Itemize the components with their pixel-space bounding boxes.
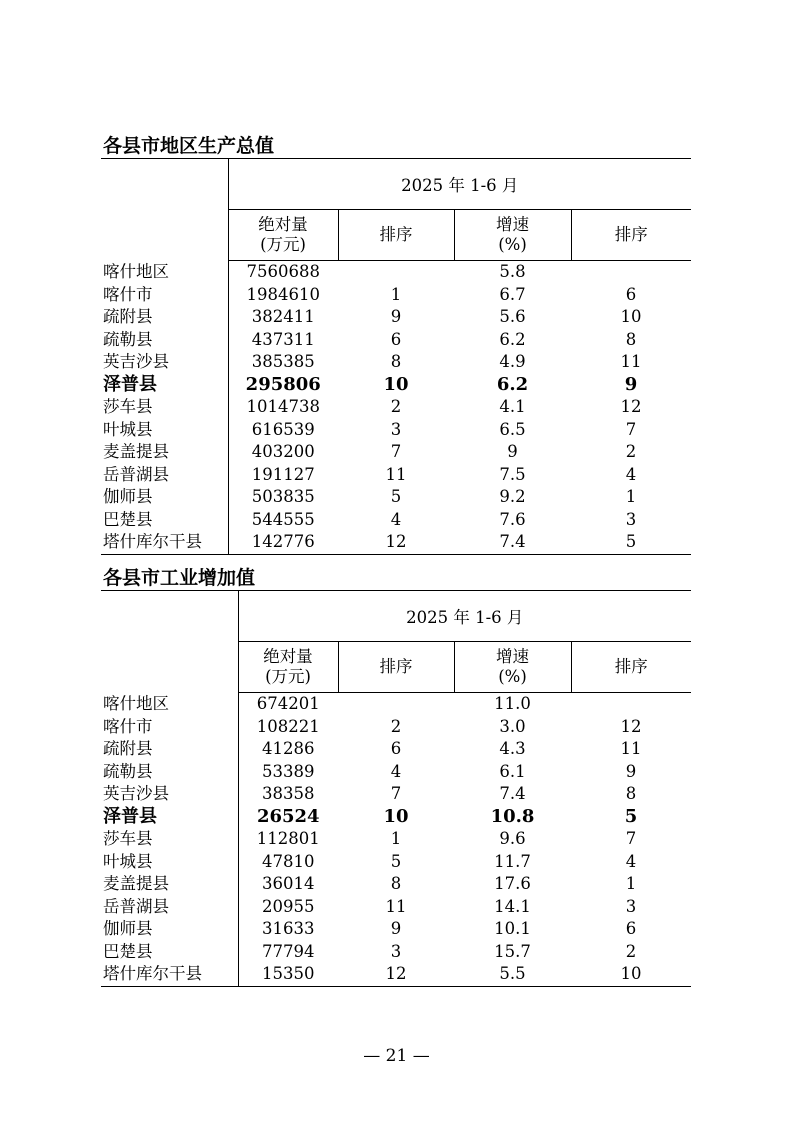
gdp-abs-header-line1: 绝对量 bbox=[258, 215, 308, 234]
cell-value: 1984610 bbox=[228, 284, 338, 307]
cell-name: 巴楚县 bbox=[103, 941, 153, 961]
cell-value: 7560688 bbox=[228, 261, 338, 284]
cell-growth: 11.0 bbox=[494, 694, 531, 714]
cell-growth: 7.6 bbox=[499, 509, 526, 529]
cell-rank: 12 bbox=[338, 963, 454, 986]
industry-period-header: 2025 年 1-6 月 bbox=[238, 591, 691, 642]
cell-growth-rank bbox=[571, 693, 691, 716]
cell-value: 47810 bbox=[238, 851, 338, 874]
cell-name: 英吉沙县 bbox=[103, 352, 169, 372]
table-row bbox=[101, 963, 691, 986]
cell-name: 喀什地区 bbox=[103, 694, 169, 713]
cell-value: 1014738 bbox=[228, 396, 338, 419]
table-row bbox=[101, 941, 691, 964]
gdp-growth-header bbox=[454, 210, 571, 261]
cell-rank: 8 bbox=[390, 874, 402, 894]
cell-growth: 15.7 bbox=[494, 941, 531, 961]
cell-rank: 10 bbox=[383, 805, 409, 827]
industry-growth-header bbox=[454, 642, 571, 693]
cell-growth: 14.1 bbox=[494, 896, 531, 916]
cell-rank: 2 bbox=[390, 397, 402, 417]
table-row bbox=[101, 783, 691, 806]
cell-name: 疏勒县 bbox=[103, 761, 153, 781]
industry-subheader-row bbox=[101, 642, 691, 693]
gdp-abs-header bbox=[228, 210, 338, 261]
cell-growth: 7.4 bbox=[499, 784, 526, 804]
cell-growth-rank: 1 bbox=[625, 874, 637, 894]
cell-value: 20955 bbox=[238, 896, 338, 919]
cell-name: 岳普湖县 bbox=[103, 464, 169, 484]
cell-growth: 3.0 bbox=[499, 716, 526, 736]
gdp-header-row bbox=[101, 159, 691, 210]
gdp-abs-header-line2: (万元) bbox=[260, 235, 306, 254]
cell-growth-rank: 5 bbox=[624, 805, 638, 827]
cell-growth-rank: 8 bbox=[625, 784, 637, 804]
cell-value: 437311 bbox=[228, 329, 338, 352]
cell-name: 喀什市 bbox=[103, 284, 153, 304]
gdp-growth-rank-header: 排序 bbox=[571, 210, 691, 261]
table-row bbox=[101, 716, 691, 739]
cell-rank: 1 bbox=[390, 829, 402, 849]
table-row bbox=[101, 851, 691, 874]
industry-rank-header: 排序 bbox=[338, 642, 454, 693]
cell-name: 喀什地区 bbox=[103, 262, 169, 281]
cell-rank: 2 bbox=[390, 716, 402, 736]
cell-growth-rank: 8 bbox=[625, 329, 637, 349]
cell-growth-rank: 3 bbox=[625, 896, 637, 916]
cell-value: 15350 bbox=[238, 963, 338, 986]
cell-name: 岳普湖县 bbox=[103, 896, 169, 916]
cell-rank: 5 bbox=[390, 851, 402, 871]
cell-growth: 6.2 bbox=[496, 373, 529, 395]
table-row bbox=[101, 486, 691, 509]
industry-abs-header-line1: 绝对量 bbox=[263, 647, 313, 666]
cell-value: 38358 bbox=[238, 783, 338, 806]
cell-growth: 6.1 bbox=[499, 761, 526, 781]
cell-growth-rank: 7 bbox=[625, 829, 637, 849]
cell-value: 31633 bbox=[238, 918, 338, 941]
cell-rank: 4 bbox=[390, 761, 402, 781]
cell-growth-rank: 11 bbox=[620, 739, 642, 759]
cell-growth-rank: 6 bbox=[625, 919, 637, 939]
industry-growth-header-line2: (%) bbox=[498, 667, 527, 686]
cell-growth: 7.4 bbox=[454, 531, 571, 554]
table-row bbox=[101, 396, 691, 419]
page-number: — 21 — bbox=[363, 1046, 430, 1066]
cell-growth-rank: 12 bbox=[620, 716, 642, 736]
table-row bbox=[101, 306, 691, 329]
cell-growth: 10.8 bbox=[490, 805, 535, 827]
table-row bbox=[101, 464, 691, 487]
cell-growth: 6.2 bbox=[499, 329, 526, 349]
table-row bbox=[101, 329, 691, 352]
table-row bbox=[101, 509, 691, 532]
industry-abs-header bbox=[238, 642, 338, 693]
cell-name: 塔什库尔干县 bbox=[101, 531, 228, 554]
cell-name: 叶城县 bbox=[103, 851, 153, 871]
cell-rank: 6 bbox=[390, 329, 402, 349]
cell-value: 191127 bbox=[228, 464, 338, 487]
table-row bbox=[101, 441, 691, 464]
cell-name: 伽师县 bbox=[103, 919, 153, 939]
cell-value: 385385 bbox=[228, 351, 338, 374]
cell-growth-rank: 7 bbox=[625, 419, 637, 439]
industry-header-blank bbox=[101, 591, 238, 642]
table-row bbox=[101, 896, 691, 919]
table-row bbox=[101, 738, 691, 761]
cell-rank: 9 bbox=[390, 307, 402, 327]
industry-table-body bbox=[101, 693, 691, 987]
industry-growth-rank-header: 排序 bbox=[571, 642, 691, 693]
cell-value: 112801 bbox=[238, 828, 338, 851]
industry-abs-header-line2: (万元) bbox=[265, 667, 311, 686]
cell-name: 莎车县 bbox=[103, 829, 153, 849]
cell-rank: 3 bbox=[390, 419, 402, 439]
gdp-table bbox=[101, 158, 691, 555]
table-row bbox=[101, 828, 691, 851]
table-row bbox=[101, 806, 691, 829]
cell-growth-rank: 2 bbox=[625, 442, 637, 462]
cell-growth: 4.1 bbox=[499, 397, 526, 417]
gdp-section-title: 各县市地区生产总值 bbox=[103, 135, 275, 157]
cell-growth: 4.3 bbox=[499, 739, 526, 759]
cell-value: 41286 bbox=[238, 738, 338, 761]
cell-name: 莎车县 bbox=[103, 397, 153, 417]
table-row bbox=[101, 374, 691, 397]
cell-growth-rank: 3 bbox=[625, 509, 637, 529]
cell-growth-rank: 9 bbox=[624, 373, 638, 395]
cell-growth: 9.2 bbox=[499, 487, 526, 507]
cell-rank: 6 bbox=[390, 739, 402, 759]
table-row bbox=[101, 693, 691, 716]
gdp-subheader-blank bbox=[101, 210, 228, 261]
cell-growth: 7.5 bbox=[499, 464, 526, 484]
gdp-growth-header-line1: 增速 bbox=[496, 215, 529, 234]
cell-value: 616539 bbox=[228, 419, 338, 442]
cell-rank: 5 bbox=[390, 487, 402, 507]
cell-value: 295806 bbox=[228, 374, 338, 397]
cell-growth: 6.5 bbox=[499, 419, 526, 439]
cell-name: 疏附县 bbox=[103, 739, 153, 759]
cell-name: 疏附县 bbox=[103, 307, 153, 327]
cell-growth: 9.6 bbox=[499, 829, 526, 849]
cell-growth: 6.7 bbox=[499, 284, 526, 304]
cell-name: 泽普县 bbox=[103, 373, 157, 395]
cell-value: 544555 bbox=[228, 509, 338, 532]
gdp-subheader-row bbox=[101, 210, 691, 261]
cell-rank: 9 bbox=[390, 919, 402, 939]
cell-name: 麦盖提县 bbox=[103, 442, 169, 462]
cell-growth-rank: 10 bbox=[571, 963, 691, 986]
cell-name: 英吉沙县 bbox=[103, 784, 169, 804]
cell-growth: 5.5 bbox=[454, 963, 571, 986]
cell-rank: 1 bbox=[390, 284, 402, 304]
cell-growth-rank: 11 bbox=[620, 352, 642, 372]
cell-growth-rank: 5 bbox=[571, 531, 691, 554]
cell-rank bbox=[338, 261, 454, 284]
table-row bbox=[101, 761, 691, 784]
cell-rank: 3 bbox=[390, 941, 402, 961]
cell-name: 巴楚县 bbox=[103, 509, 153, 529]
industry-subheader-blank bbox=[101, 642, 238, 693]
cell-growth-rank: 6 bbox=[625, 284, 637, 304]
industry-header-row bbox=[101, 591, 691, 642]
cell-rank: 11 bbox=[385, 464, 407, 484]
cell-rank bbox=[338, 693, 454, 716]
cell-value: 674201 bbox=[238, 693, 338, 716]
cell-growth-rank: 4 bbox=[625, 851, 637, 871]
cell-rank: 7 bbox=[390, 784, 402, 804]
cell-value: 26524 bbox=[238, 806, 338, 829]
cell-growth: 4.9 bbox=[499, 352, 526, 372]
cell-rank: 12 bbox=[338, 531, 454, 554]
cell-growth: 9 bbox=[507, 442, 518, 462]
table-row bbox=[101, 419, 691, 442]
cell-rank: 4 bbox=[390, 509, 402, 529]
cell-name: 塔什库尔干县 bbox=[101, 963, 238, 986]
cell-value: 53389 bbox=[238, 761, 338, 784]
cell-growth-rank: 12 bbox=[620, 397, 642, 417]
gdp-period-header: 2025 年 1-6 月 bbox=[228, 159, 691, 210]
cell-rank: 10 bbox=[383, 373, 409, 395]
table-row bbox=[101, 284, 691, 307]
industry-section-title: 各县市工业增加值 bbox=[103, 567, 256, 589]
cell-growth-rank: 4 bbox=[625, 464, 637, 484]
cell-growth-rank bbox=[571, 261, 691, 284]
industry-growth-header-line1: 增速 bbox=[496, 647, 529, 666]
cell-rank: 7 bbox=[390, 442, 402, 462]
gdp-table-body bbox=[101, 261, 691, 555]
gdp-growth-header-line2: (%) bbox=[498, 235, 527, 254]
cell-rank: 11 bbox=[385, 896, 407, 916]
table-row bbox=[101, 261, 691, 284]
gdp-header-blank bbox=[101, 159, 228, 210]
cell-value: 36014 bbox=[238, 873, 338, 896]
cell-value: 382411 bbox=[228, 306, 338, 329]
table-row bbox=[101, 531, 691, 554]
cell-name: 叶城县 bbox=[103, 419, 153, 439]
cell-value: 77794 bbox=[238, 941, 338, 964]
cell-name: 泽普县 bbox=[103, 805, 157, 827]
cell-value: 108221 bbox=[238, 716, 338, 739]
cell-growth: 11.7 bbox=[494, 851, 531, 871]
cell-growth-rank: 10 bbox=[620, 307, 642, 327]
cell-growth-rank: 9 bbox=[625, 761, 637, 781]
cell-growth: 5.6 bbox=[499, 307, 526, 327]
cell-value: 403200 bbox=[228, 441, 338, 464]
industry-table bbox=[101, 590, 691, 987]
table-row bbox=[101, 351, 691, 374]
cell-value: 142776 bbox=[228, 531, 338, 554]
cell-name: 麦盖提县 bbox=[103, 874, 169, 894]
table-row bbox=[101, 918, 691, 941]
cell-growth-rank: 2 bbox=[625, 941, 637, 961]
cell-name: 伽师县 bbox=[103, 487, 153, 507]
cell-name: 疏勒县 bbox=[103, 329, 153, 349]
cell-rank: 8 bbox=[390, 352, 402, 372]
table-row bbox=[101, 873, 691, 896]
cell-name: 喀什市 bbox=[103, 716, 153, 736]
cell-growth: 5.8 bbox=[499, 262, 526, 282]
cell-growth-rank: 1 bbox=[625, 487, 637, 507]
gdp-rank-header: 排序 bbox=[338, 210, 454, 261]
cell-value: 503835 bbox=[228, 486, 338, 509]
cell-growth: 10.1 bbox=[494, 919, 531, 939]
cell-growth: 17.6 bbox=[494, 874, 531, 894]
